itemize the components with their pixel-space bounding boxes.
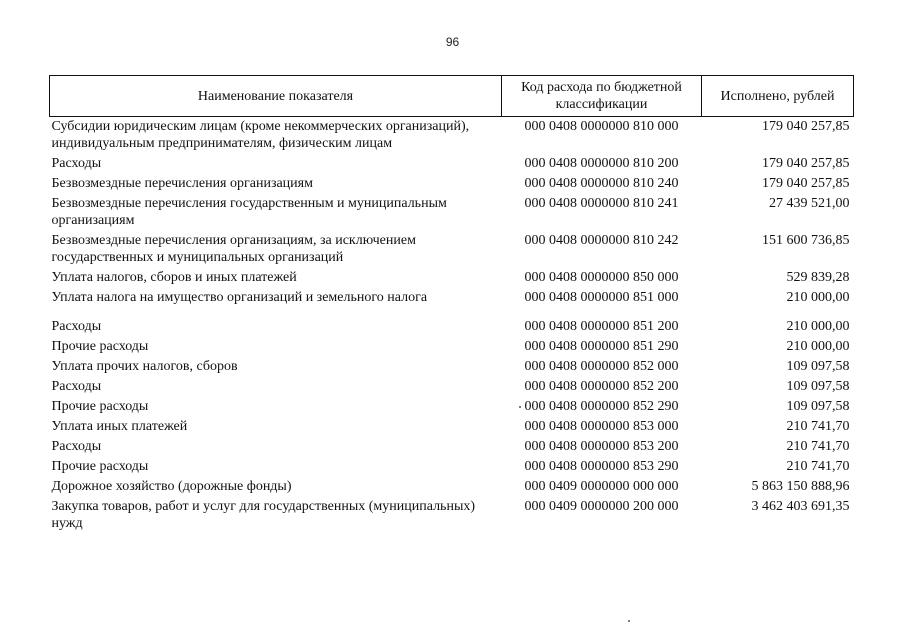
row-budget-code: 000 0408 0000000 852 200 xyxy=(524,379,679,394)
row-indicator-name: Уплата налога на имущество организаций и земельного налога xyxy=(51,290,428,305)
table-row xyxy=(50,231,854,268)
row-executed-amount: 151 600 736,85 xyxy=(762,233,850,248)
row-executed-amount: 5 863 150 888,96 xyxy=(751,479,850,494)
row-executed-amount: 27 439 521,00 xyxy=(769,196,850,211)
row-executed-amount: 210 000,00 xyxy=(786,339,850,354)
header-indicator-name: Наименование показателя xyxy=(50,76,502,117)
row-executed-amount: 210 741,70 xyxy=(786,439,850,454)
budget-execution-table xyxy=(49,75,854,534)
row-indicator-name: Расходы xyxy=(51,156,102,171)
row-budget-code: 000 0409 0000000 200 000 xyxy=(524,499,679,514)
page-number: 96 xyxy=(445,35,460,49)
table-row xyxy=(50,268,854,288)
table-body xyxy=(50,117,854,535)
table-row xyxy=(50,154,854,174)
row-executed-amount: 179 040 257,85 xyxy=(762,176,850,191)
table-row xyxy=(50,117,854,155)
row-budget-code: 000 0408 0000000 853 290 xyxy=(524,459,679,474)
scan-speck xyxy=(519,406,521,408)
row-indicator-name: Закупка товаров, работ и услуг для государственных (муниципальных) нужд xyxy=(51,499,476,531)
row-indicator-name: Дорожное хозяйство (дорожные фонды) xyxy=(51,479,292,494)
row-budget-code: 000 0408 0000000 852 000 xyxy=(524,359,679,374)
row-indicator-name: Уплата иных платежей xyxy=(51,419,188,434)
table-row xyxy=(50,457,854,477)
row-budget-code: 000 0408 0000000 810 242 xyxy=(524,233,679,248)
row-budget-code: 000 0408 0000000 851 000 xyxy=(524,290,679,305)
row-executed-amount: 179 040 257,85 xyxy=(762,119,850,134)
table-row xyxy=(50,497,854,534)
header-budget-code: Код расхода по бюджетной классификации xyxy=(502,76,702,117)
row-executed-amount: 109 097,58 xyxy=(786,359,850,374)
row-indicator-name: Прочие расходы xyxy=(51,459,149,474)
table-row xyxy=(50,174,854,194)
row-budget-code: 000 0408 0000000 850 000 xyxy=(524,270,679,285)
row-budget-code: 000 0408 0000000 810 240 xyxy=(524,176,679,191)
row-executed-amount: 179 040 257,85 xyxy=(762,156,850,171)
table-row xyxy=(50,477,854,497)
row-indicator-name: Прочие расходы xyxy=(51,339,149,354)
row-indicator-name: Уплата налогов, сборов и иных платежей xyxy=(51,270,297,285)
table-row xyxy=(50,377,854,397)
row-budget-code: 000 0408 0000000 851 290 xyxy=(524,339,679,354)
table-row xyxy=(50,437,854,457)
row-indicator-name: Безвозмездные перечисления организациям xyxy=(51,176,313,191)
row-executed-amount: 529 839,28 xyxy=(786,270,850,285)
table-row xyxy=(50,357,854,377)
row-budget-code: 000 0408 0000000 852 290 xyxy=(524,399,679,414)
row-executed-amount: 210 741,70 xyxy=(786,459,850,474)
row-budget-code: 000 0408 0000000 810 241 xyxy=(524,196,679,211)
table-row xyxy=(50,288,854,308)
table-row xyxy=(50,308,854,337)
table-row xyxy=(50,194,854,231)
row-budget-code: 000 0408 0000000 853 200 xyxy=(524,439,679,454)
table-row xyxy=(50,417,854,437)
row-indicator-name: Безвозмездные перечисления государственным и муниципальным организациям xyxy=(51,196,447,228)
row-indicator-name: Прочие расходы xyxy=(51,399,149,414)
row-budget-code: 000 0408 0000000 810 200 xyxy=(524,156,679,171)
table-header xyxy=(50,76,854,117)
row-executed-amount: 210 000,00 xyxy=(786,319,850,334)
row-budget-code: 000 0408 0000000 853 000 xyxy=(524,419,679,434)
row-indicator-name: Расходы xyxy=(51,439,102,454)
scan-speck xyxy=(628,620,630,622)
row-executed-amount: 210 000,00 xyxy=(786,290,850,305)
row-executed-amount: 210 741,70 xyxy=(786,419,850,434)
table-row xyxy=(50,397,854,417)
header-executed-amount: Исполнено, рублей xyxy=(702,76,854,117)
table-row xyxy=(50,337,854,357)
row-executed-amount: 3 462 403 691,35 xyxy=(751,499,850,514)
row-indicator-name: Безвозмездные перечисления организациям, за исключением государственных и муниципальных организаций xyxy=(51,233,416,265)
row-budget-code: 000 0408 0000000 851 200 xyxy=(524,319,679,334)
row-indicator-name: Субсидии юридическим лицам (кроме некоммерческих организаций), индивидуальным предпринимателям, физическим лицам xyxy=(51,119,470,151)
row-budget-code: 000 0409 0000000 000 000 xyxy=(524,479,679,494)
row-indicator-name: Расходы xyxy=(51,319,102,334)
row-indicator-name: Расходы xyxy=(51,379,102,394)
table-header-row xyxy=(50,76,854,117)
row-executed-amount: 109 097,58 xyxy=(786,379,850,394)
row-budget-code: 000 0408 0000000 810 000 xyxy=(524,119,679,134)
row-indicator-name: Уплата прочих налогов, сборов xyxy=(51,359,238,374)
row-executed-amount: 109 097,58 xyxy=(786,399,850,414)
